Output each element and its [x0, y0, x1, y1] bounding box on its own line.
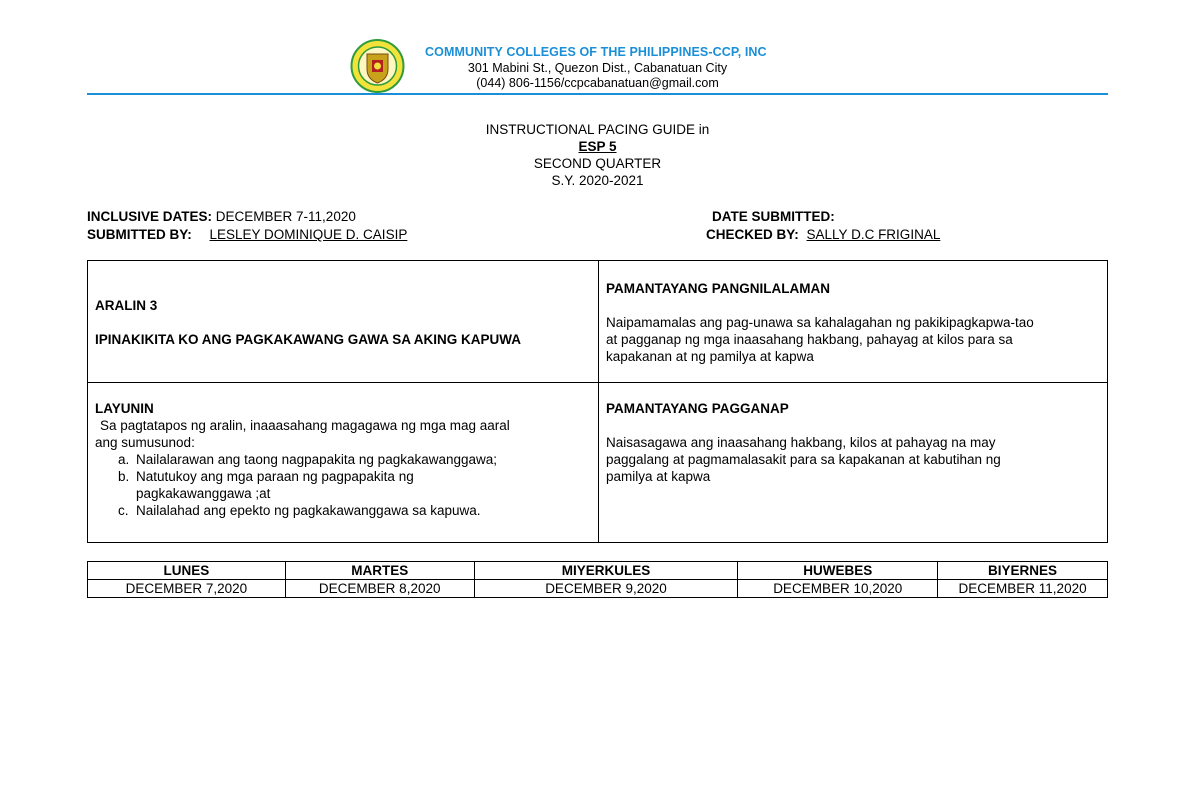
checked-by-label: CHECKED BY: — [706, 227, 799, 242]
school-year: S.Y. 2020-2021 — [551, 173, 644, 188]
day-header: HUWEBES — [738, 562, 938, 580]
performance-standard-line: pamilya at kapwa — [606, 469, 711, 484]
objective-marker: c. — [118, 503, 129, 518]
submitted-by-label: SUBMITTED BY: — [87, 227, 192, 242]
day-date: DECEMBER 11,2020 — [938, 580, 1108, 598]
content-standard-cell — [606, 280, 1034, 365]
objective-item — [95, 468, 510, 502]
content-standard-line: kapakanan at ng pamilya at kapwa — [606, 349, 814, 364]
lesson-cell — [95, 297, 521, 348]
inclusive-dates — [87, 209, 356, 224]
day-date: DECEMBER 9,2020 — [474, 580, 738, 598]
objective-marker: a. — [118, 452, 130, 467]
content-standard-line: at pagganap ng mga inaasahang hakbang, pahayag at kilos para sa — [606, 332, 1013, 347]
content-standard-heading: PAMANTAYANG PANGNILALAMAN — [606, 281, 831, 296]
lesson-title: IPINAKIKITA KO ANG PAGKAKAWANG GAWA SA AKING KAPUWA — [95, 332, 522, 347]
performance-standard-line: paggalang at pagmamalasakit para sa kapakanan at kabutihan ng — [606, 452, 1001, 467]
title-line: INSTRUCTIONAL PACING GUIDE in — [485, 122, 710, 137]
objectives-heading: LAYUNIN — [95, 401, 154, 416]
day-date: DECEMBER 8,2020 — [285, 580, 474, 598]
schedule-table — [87, 561, 1108, 598]
lesson-table — [87, 260, 1108, 543]
day-date: DECEMBER 7,2020 — [88, 580, 286, 598]
performance-standard-line: Naisasagawa ang inaasahang hakbang, kilos at pahayag na may — [606, 435, 996, 450]
submitted-by-value: LESLEY DOMINIQUE D. CAISIP — [209, 227, 408, 242]
org-address — [0, 61, 1185, 91]
header-rule — [87, 93, 1108, 95]
objective-item — [95, 502, 510, 519]
quarter-title: SECOND QUARTER — [533, 156, 662, 171]
objectives-cell — [95, 400, 510, 519]
inclusive-dates-value: DECEMBER 7-11,2020 — [215, 209, 356, 224]
checked-by — [706, 227, 940, 242]
row-divider — [88, 382, 1107, 383]
column-divider — [598, 261, 599, 542]
day-date: DECEMBER 10,2020 — [738, 580, 938, 598]
document-title — [0, 121, 1195, 189]
table-row — [88, 562, 1108, 580]
performance-standard-cell — [606, 400, 1001, 485]
objective-text: pagkakawanggawa ;at — [136, 486, 271, 501]
objective-text: Natutukoy ang mga paraan ng pagpapakita ng — [136, 469, 414, 484]
day-header: MARTES — [285, 562, 474, 580]
address-line: 301 Mabini St., Quezon Dist., Cabanatuan City — [467, 61, 728, 75]
objective-item — [95, 451, 510, 468]
objective-text: Nailalarawan ang taong nagpapakita ng pagkakawanggawa; — [136, 452, 498, 467]
day-header: MIYERKULES — [474, 562, 738, 580]
submitted-by — [87, 227, 407, 242]
objectives-list — [95, 451, 510, 519]
subject-title: ESP 5 — [578, 139, 617, 154]
day-header: BIYERNES — [938, 562, 1108, 580]
objectives-intro: ang sumusunod: — [95, 435, 195, 450]
org-name: COMMUNITY COLLEGES OF THE PHILIPPINES-CCP, INC — [425, 45, 767, 59]
date-submitted — [712, 209, 835, 224]
objective-text: Nailalahad ang epekto ng pagkakawanggawa sa kapuwa. — [136, 503, 481, 518]
lesson-number: ARALIN 3 — [95, 298, 158, 313]
day-header: LUNES — [88, 562, 286, 580]
performance-standard-heading: PAMANTAYANG PAGGANAP — [606, 401, 789, 416]
date-submitted-label: DATE SUBMITTED: — [712, 209, 835, 224]
objectives-intro: Sa pagtatapos ng aralin, inaaasahang magagawa ng mga mag aaral — [100, 418, 510, 433]
inclusive-dates-label: INCLUSIVE DATES: — [87, 209, 213, 224]
contact-line: (044) 806-1156/ccpcabanatuan@gmail.com — [476, 76, 719, 90]
checked-by-value: SALLY D.C FRIGINAL — [806, 227, 941, 242]
content-standard-line: Naipamamalas ang pag-unawa sa kahalagahan ng pakikipagkapwa-tao — [606, 315, 1034, 330]
table-row — [88, 580, 1108, 598]
objective-marker: b. — [118, 469, 130, 484]
